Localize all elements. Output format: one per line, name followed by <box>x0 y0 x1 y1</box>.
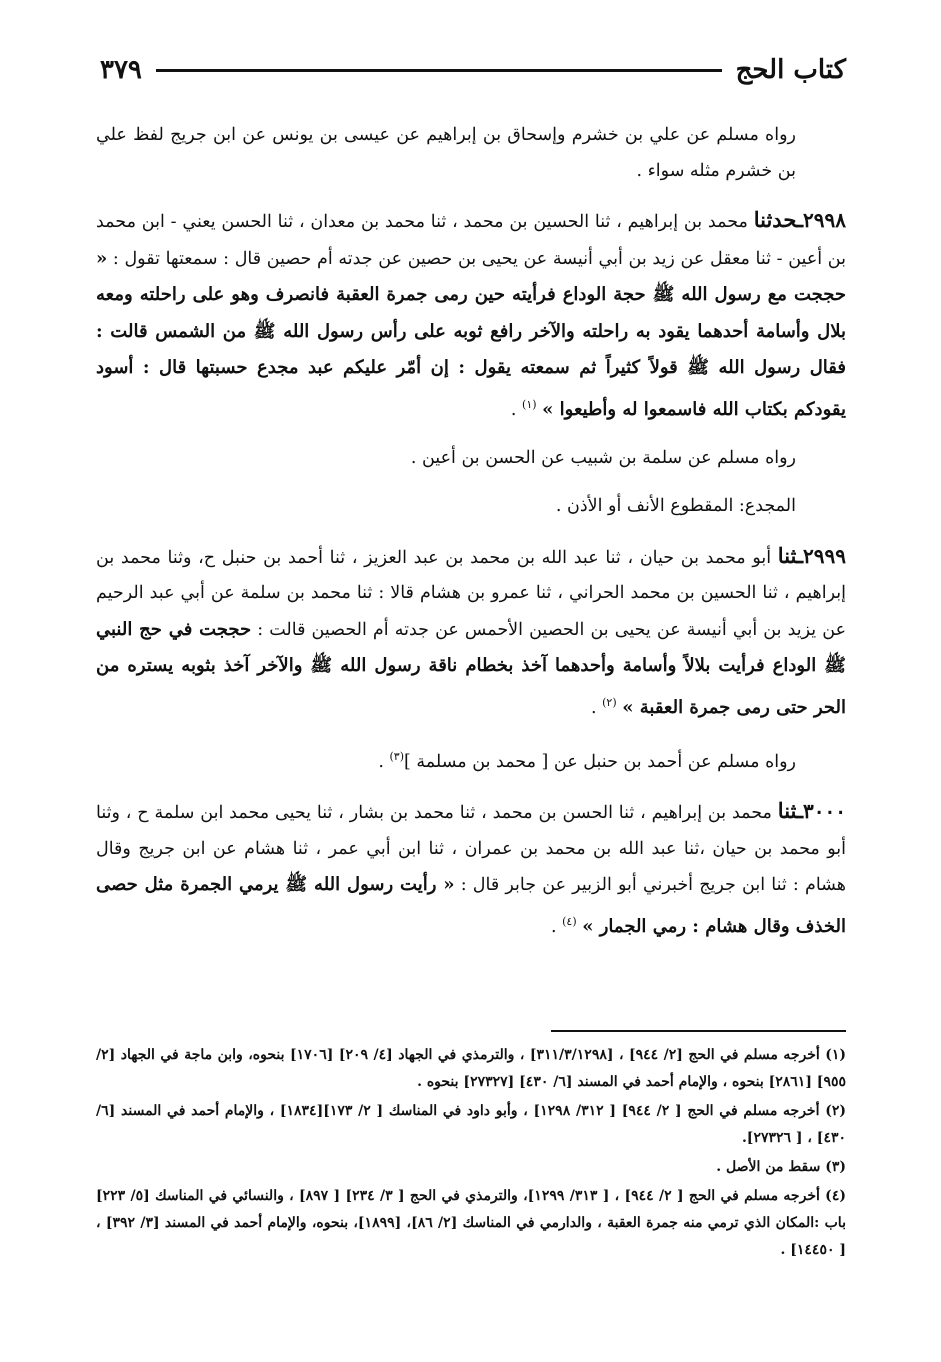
main-text <box>96 118 846 958</box>
chapter-title: كتاب الحج <box>735 55 846 85</box>
footnote-2: (٢) أخرجه مسلم في الحج [ ٢/ ٩٤٤] [ ٣١٢/ ١٢٩٨] ، وأبو داود في المناسك [ ٢/ ١٧٣][١٨٣٤] ، والإمام أحمد في المسند [٦/ ٤٣٠] ، [ ٢٧٣٢٦]. <box>96 1103 846 1146</box>
footnote-ref: (٢) <box>602 695 617 709</box>
paragraph-narration-2998 <box>96 441 846 477</box>
paragraph-narration-1 <box>96 118 846 189</box>
footnote-3: (٣) سقط من الأصل . <box>716 1159 846 1175</box>
narration-text: رواه مسلم عن سلمة بن شبيب عن الحسن بن أعين . <box>410 447 796 468</box>
hadith-number: ٢٩٩٩ <box>803 543 846 568</box>
footnotes <box>96 1042 846 1266</box>
gloss-text: المجدع: المقطوع الأنف أو الأذن . <box>555 496 796 517</box>
paragraph-narration-2999 <box>96 739 846 780</box>
header-rule <box>156 69 722 72</box>
hadith-quote: « حججت مع رسول الله ﷺ حجة الوداع فرأيته حين رمى جمرة العقبة فانصرف وهو على راحلته ومعه بلال وأسامة أحدهما يقود به راحلته والآخر رافع ثوبه على رأس رسول الله ﷺ من الشمس قالت : فقال رسول الله ﷺ قولاً كثيراً ثم سمعته يقول : إن أمّر عليكم عبد مجدع حسبتها قال : أسود يقودكم بكتاب الله فاسمعوا له وأطيعوا » <box>96 247 846 420</box>
hadith-keyword: ـثنا <box>777 542 804 568</box>
hadith-chain: محمد بن إبراهيم ، ثنا الحسن بن محمد ، ثنا محمد بن بشار ، ثنا يحيى محمد ابن سلمة ح ، وثنا أبو محمد بن حيان ،ثنا عبد الله بن محمد بن عمران ، ثنا ابن أبي عمر ، ثنا هشام عن ابن جريج وقال هشام : ثنا ابن جريج أخبرني أبو الزبير عن جابر قال : <box>96 803 846 896</box>
hadith-quote: حججت في حج النبي ﷺ الوداع فرأيت بلالاً وأسامة وأحدهما آخذ بخطام ناقة رسول الله ﷺ والآخر آخذ بثوبه يستره من الحر حتى رمى جمرة العقبة » <box>96 618 846 718</box>
narration-text: رواه مسلم عن علي بن خشرم وإسحاق بن إبراهيم عن عيسى بن يونس عن ابن جريج لفظ علي بن خشرم مثله سواء . <box>96 125 796 181</box>
paragraph-gloss <box>96 489 846 525</box>
hadith-number: ٢٩٩٨ <box>803 208 846 232</box>
page-header <box>100 48 846 92</box>
footnote-4: (٤) أخرجه مسلم في الحج [ ٢/ ٩٤٤] ، [ ٣١٣/ ١٢٩٩]، والترمذي في الحج [ ٣/ ٢٣٤] [ ٨٩٧] ، والنسائي في المناسك [٥/ ٢٢٣] باب :المكان الذي ترمي منه جمرة العقبة ، والدارمي في المناسك [٢/ ٨٦]، [١٨٩٩]، بنحوه، والإمام أحمد في المسند [٣/ ٣٩٢] ، [ ١٤٤٥٠] . <box>96 1188 846 1258</box>
hadith-2998 <box>96 202 846 428</box>
end-mark: . <box>590 697 603 718</box>
end-mark: . <box>510 399 523 420</box>
footnote-ref: (١) <box>522 397 537 411</box>
hadith-keyword: ـحدثنا <box>753 207 804 232</box>
footnote-divider <box>551 1030 846 1032</box>
footnote-ref: (٣) <box>389 750 405 764</box>
hadith-chain: محمد بن إبراهيم ، ثنا الحسين بن محمد ، ثنا محمد بن معدان ، ثنا الحسن يعني - ابن محمد بن أعين - ثنا معقل عن زيد بن أبي أنيسة عن يحيى بن حصين عن جدته أم حصين قال : سمعتها تقول : <box>96 212 846 269</box>
footnote-1: (١) أخرجه مسلم في الحج [٢/ ٩٤٤] ، [٣١١/٣/١٢٩٨] ، والترمذي في الجهاد [٤/ ٢٠٩] [١٧٠٦] بنحوه، وابن ماجة في الجهاد [٢/ ٩٥٥] [٢٨٦١] بنحوه ، والإمام أحمد في المسند [٦/ ٤٣٠] [٢٧٣٢٧] بنحوه . <box>96 1047 847 1090</box>
footnote-ref: (٤) <box>562 914 577 928</box>
hadith-3000 <box>96 793 846 945</box>
hadith-keyword: ـثنا <box>777 798 804 824</box>
hadith-number: ٣٠٠٠ <box>803 799 846 824</box>
end-mark: . <box>550 916 563 937</box>
hadith-chain: أبو محمد بن حيان ، ثنا عبد الله بن محمد بن عبد العزيز ، ثنا أحمد بن حنبل ح، وثنا محمد بن إبراهيم ، ثنا الحسين بن محمد الحراني ، ثنا عمرو بن هشام قالا : ثنا محمد بن سلمة عن أبي عبد الرحيم عن يزيد بن أبي أنيسة عن يحيى بن الحصين الأحمس عن جدته أم الحصين قالت : <box>96 547 847 640</box>
hadith-quote: « رأيت رسول الله ﷺ يرمي الجمرة مثل حصى الخذف وقال هشام : رمي الجمار » <box>96 874 846 937</box>
hadith-2999 <box>96 538 846 726</box>
page-number: ٣٧٩ <box>100 55 142 85</box>
narration-text: رواه مسلم عن أحمد بن حنبل عن [ محمد بن مسلمة ] <box>404 751 796 772</box>
end-mark: . <box>378 751 390 772</box>
